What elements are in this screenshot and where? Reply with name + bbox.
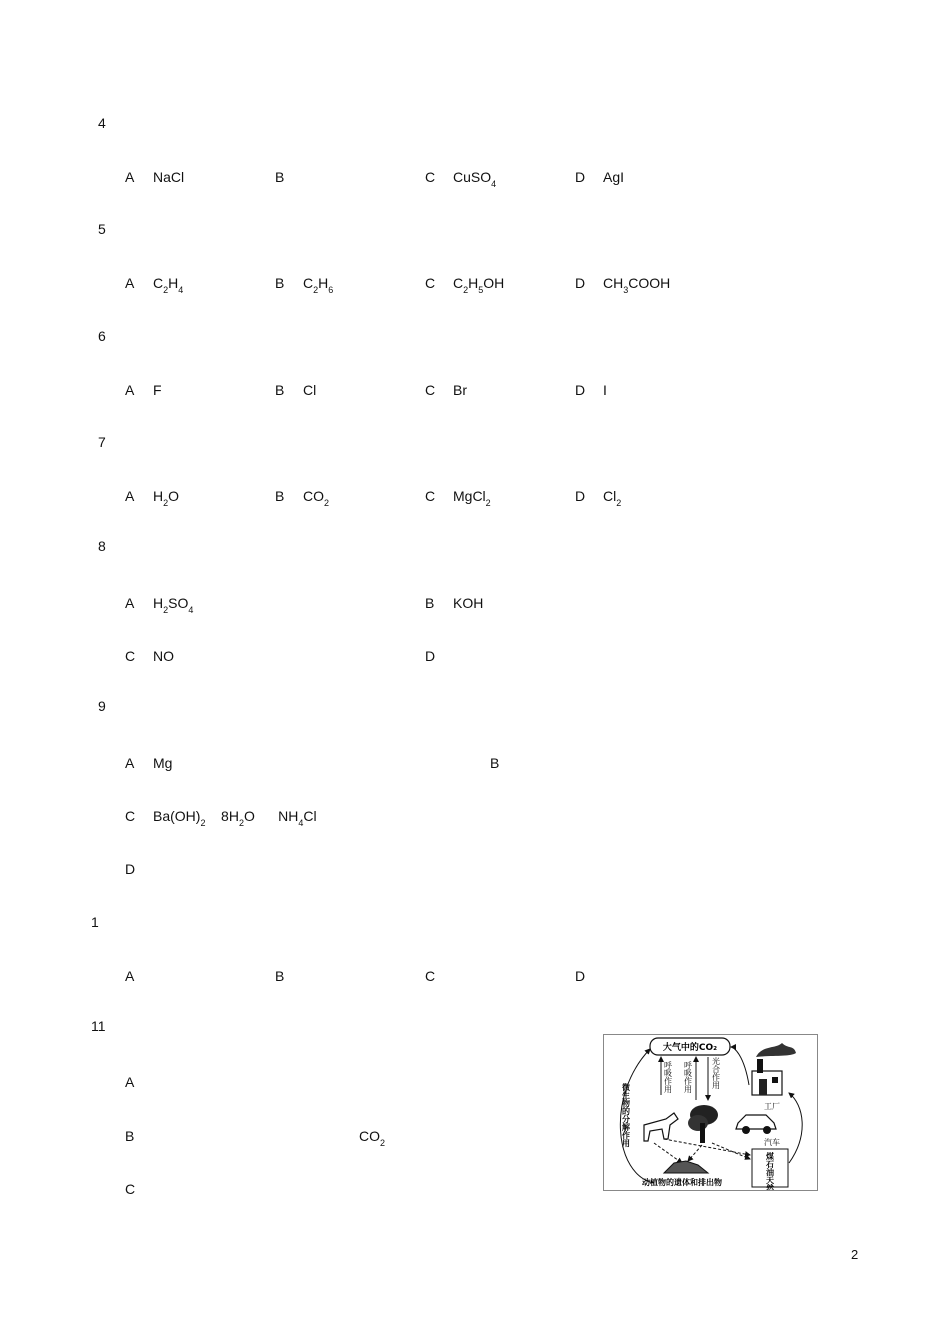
option-letter: B [275,488,285,504]
q9-option-a[interactable] [125,754,172,772]
option-letter: A [125,755,135,771]
option-letter: D [575,382,586,398]
q10-option-d[interactable] [575,967,603,985]
respiration-label-1: 呼吸作用 [663,1061,673,1093]
tree-icon [688,1105,718,1143]
option-letter: C [425,169,436,185]
option-formula: $C_2H_5OH$ [453,275,505,295]
option-letter: B [125,1128,135,1144]
factory-icon [752,1043,796,1095]
option-formula: $CO_2$ [303,488,330,508]
question-5-number: 5 [98,221,106,237]
q6-option-c[interactable] [425,381,467,399]
decomposition-label: 微生物的分解作用 [621,1083,631,1147]
option-letter: D [575,968,586,984]
question-6-number: 6 [98,328,106,344]
q5-option-b[interactable] [275,274,334,295]
option-letter: C [125,808,136,824]
option-formula: Mg [153,755,173,771]
option-letter: B [490,755,500,771]
remains-icon [664,1161,708,1173]
option-letter: A [125,595,135,611]
car-icon [736,1115,776,1134]
q6-option-d[interactable] [575,381,607,399]
option-letter: B [275,275,285,291]
option-formula: NaCl [153,169,185,185]
q8-option-a[interactable] [125,594,194,615]
question-10-number: 1 [91,914,99,930]
q4-option-d[interactable] [575,168,624,186]
option-formula: Br [453,382,467,398]
carbon-cycle-diagram [604,1035,817,1190]
option-formula: I [603,382,607,398]
option-letter: B [275,382,285,398]
q4-option-b[interactable] [275,168,303,186]
factory-label: 工厂 [764,1102,780,1111]
q4-option-a[interactable] [125,168,184,186]
option-formula: $Cl_2$ [603,488,622,508]
q4-option-c[interactable] [425,168,497,189]
atmosphere-label: 大气中的CO₂ [662,1043,718,1053]
q7-option-a[interactable] [125,487,180,508]
question-7-number: 7 [98,434,106,450]
q8-option-b[interactable] [425,594,483,612]
option-letter: A [125,382,135,398]
option-formula: $CH_3COOH$ [603,275,671,295]
q9-option-c[interactable] [125,807,317,828]
option-letter: A [125,169,135,185]
fossil-fuel-label: 煤石油天然气 [765,1152,775,1190]
option-letter: B [275,169,285,185]
option-letter: D [575,169,586,185]
option-formula: AgI [603,169,625,185]
option-formula: NO [153,648,174,664]
page-number: 2 [851,1247,859,1262]
option-formula: $H_2O$ [153,488,180,508]
option-formula: $H_2SO_4$ [153,595,194,615]
q10-option-a[interactable] [125,967,153,985]
option-letter: C [125,648,136,664]
q6-option-b[interactable] [275,381,316,399]
q7-option-b[interactable] [275,487,330,508]
carbon-cycle-figure [603,1034,818,1191]
q6-option-a[interactable] [125,381,162,399]
option-letter: A [125,1074,135,1090]
option-formula: $Ba(OH)_2$ $8H_2O$ $NH_4Cl$ [153,808,317,828]
photosynthesis-label: 光合作用 [711,1057,721,1089]
option-formula: Cl [303,382,317,398]
q11-option-b-formula: $CO_2$ [359,1128,386,1148]
question-11-number: 11 [91,1018,106,1034]
question-8-number: 8 [98,538,106,554]
option-letter: D [575,275,586,291]
option-letter: A [125,488,135,504]
option-letter: A [125,275,135,291]
option-formula: F [153,382,162,398]
question-9-number: 9 [98,698,106,714]
option-formula: CuSO$_4$ [453,169,497,189]
option-letter: B [275,968,285,984]
q5-option-c[interactable] [425,274,505,295]
option-formula: $C_2H_6$ [303,275,334,295]
q7-option-c[interactable] [425,487,491,508]
respiration-label-2: 呼吸作用 [683,1061,693,1093]
option-letter: D [425,648,436,664]
option-letter: C [425,382,436,398]
q9-option-b[interactable] [490,754,518,772]
car-label: 汽车 [764,1138,780,1147]
q5-option-a[interactable] [125,274,184,295]
q10-option-b[interactable] [275,967,303,985]
q9-option-d[interactable] [125,860,153,878]
option-letter: C [425,968,436,984]
q10-option-c[interactable] [425,967,453,985]
q11-option-a[interactable] [125,1073,153,1091]
q11-option-b[interactable] [125,1127,153,1145]
option-letter: B [425,595,435,611]
q8-option-c[interactable] [125,647,174,665]
option-letter: D [575,488,586,504]
option-letter: C [425,488,436,504]
q7-option-d[interactable] [575,487,622,508]
question-4-number: 4 [98,115,106,131]
q11-option-c[interactable] [125,1180,153,1198]
option-letter: A [125,968,135,984]
option-letter: C [125,1181,136,1197]
option-letter: C [425,275,436,291]
option-formula: $C_2H_4$ [153,275,184,295]
option-letter: D [125,861,136,877]
remains-label: 动植物的遗体和排出物 [642,1178,722,1187]
q5-option-d[interactable] [575,274,671,295]
option-formula: MgCl$_2$ [453,488,491,508]
option-formula: KOH [453,595,484,611]
q8-option-d[interactable] [425,647,453,665]
animal-icon [644,1113,678,1141]
